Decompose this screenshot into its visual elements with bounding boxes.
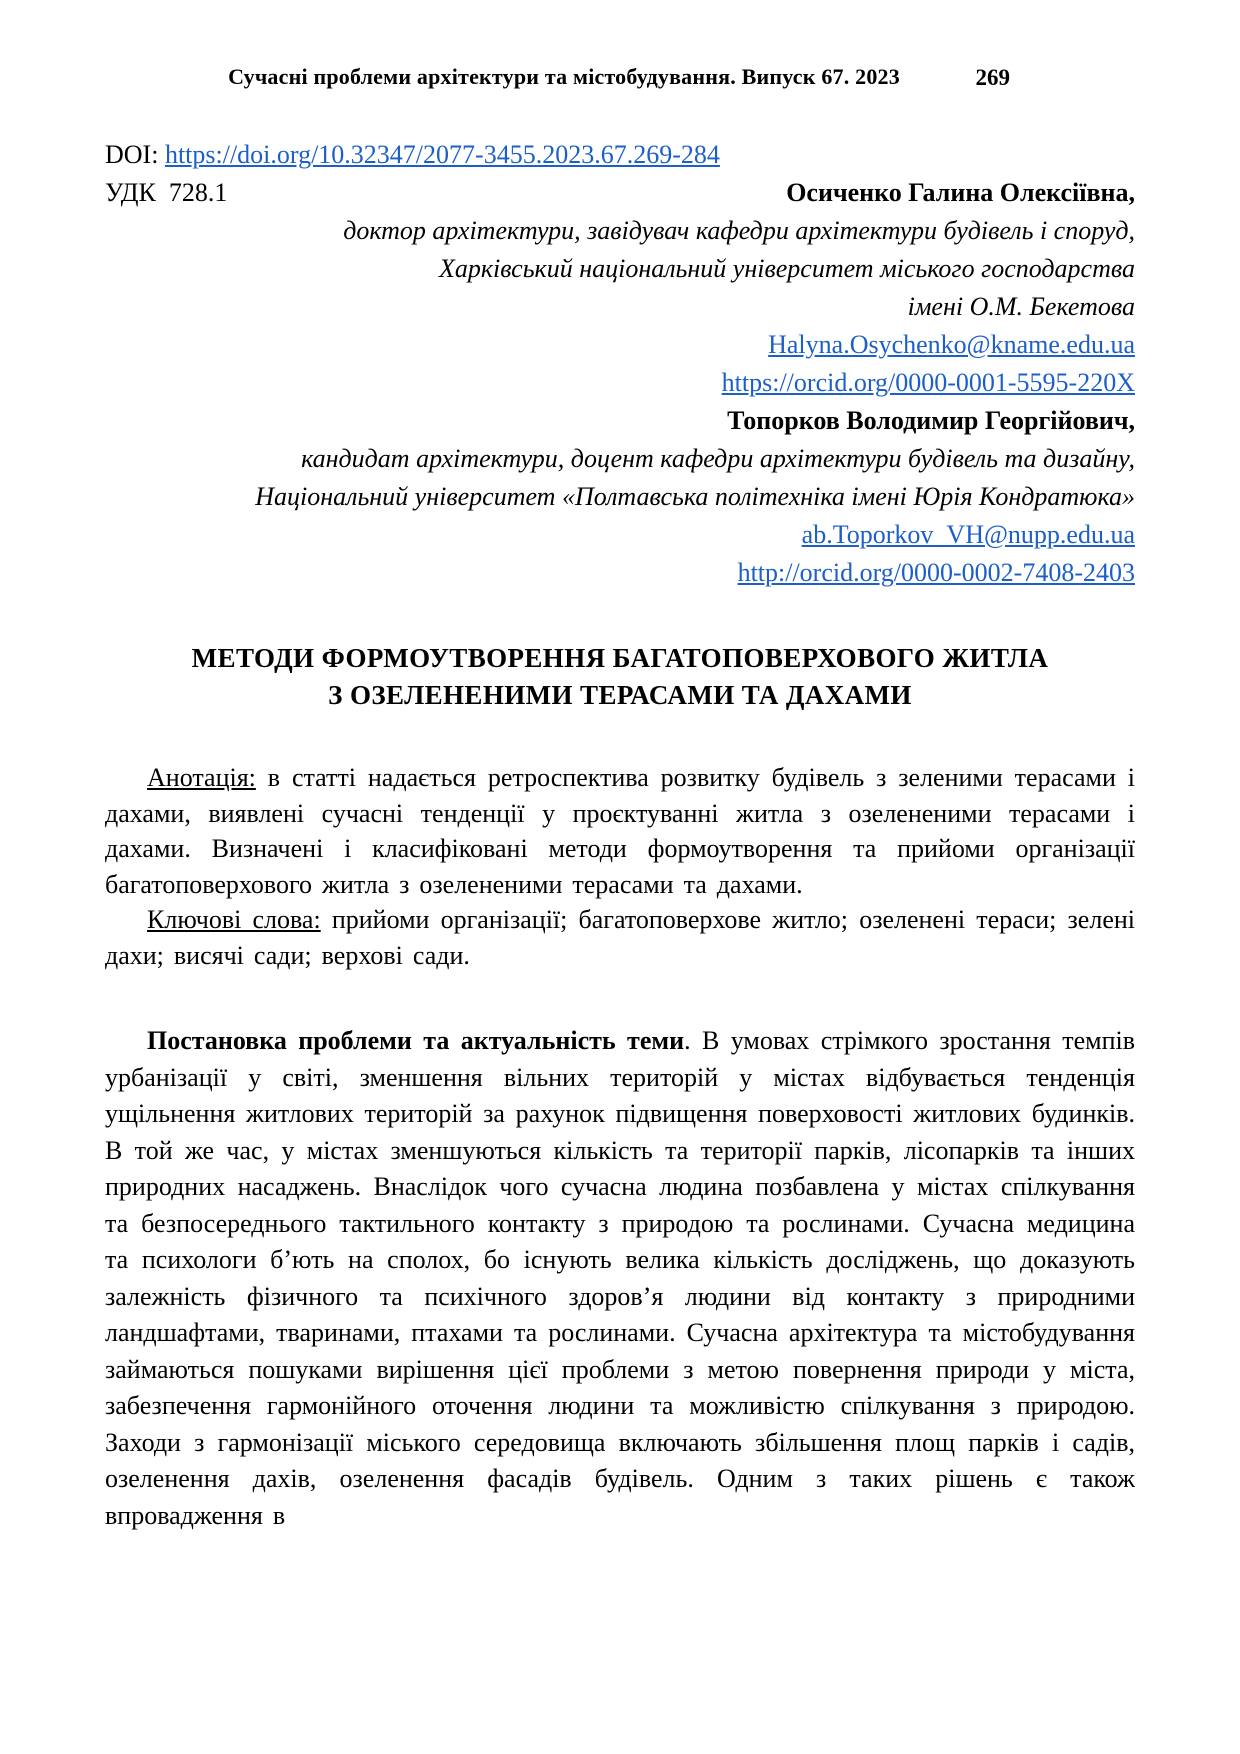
article-title-line-1: МЕТОДИ ФОРМОУТВОРЕННЯ БАГАТОПОВЕРХОВОГО ЖИТЛА xyxy=(191,643,1049,673)
author-2-orcid-row xyxy=(105,554,1135,592)
author-1-orcid-link[interactable]: https://orcid.org/0000-0001-5595-220X xyxy=(721,368,1135,397)
page-number: 269 xyxy=(975,65,1010,90)
article-title xyxy=(105,640,1135,714)
author-2-email-row xyxy=(105,516,1135,554)
body-text: . В умовах стрімкого зростання темпів урбанізації у світі, зменшення вільних територій у містах відбувається тенденція ущільнення житлових територій за рахунок підвищення поверховості житлових будинків. В той же час, у містах зменшуються кількість та території парків, лісопарків та інших природних насаджень. Внаслідок чого сучасна людина позбавлена у містах спілкування та безпосереднього тактильного контакту з природою та рослинами. Сучасна медицина та психологи б’ють на сполох, бо існують велика кількість досліджень, що доказують залежність фізичного та психічного здоров’я людини від контакту з природними ландшафтами, тваринами, птахами та рослинами. Сучасна архітектура та містобудування займаються пошуками вирішення цієї проблеми з метою повернення природи у міста, забезпечення гармонійного оточення людини та можливістю спілкування з природою. Заходи з гармонізації міського середовища включають збільшення площ парків і садів, озеленення дахів, озеленення фасадів будівель. Одним з таких рішень є також впровадження в xyxy=(105,1026,1135,1530)
author-1-affiliation-line: доктор архітектури, завідувач кафедри архітектури будівель і споруд, xyxy=(343,216,1135,245)
keywords-label: Ключові слова: xyxy=(147,905,321,934)
author-2-orcid-link[interactable]: http://orcid.org/0000-0002-7408-2403 xyxy=(737,558,1135,587)
abstract-paragraph xyxy=(105,760,1135,902)
abstract-block xyxy=(105,760,1135,973)
author-1-affiliation-line: імені О.М. Бекетова xyxy=(907,292,1135,321)
author-2-email-link[interactable]: ab.Toporkov_VH@nupp.edu.ua xyxy=(801,520,1135,549)
keywords-paragraph xyxy=(105,902,1135,973)
author-2-affiliation-line: кандидат архітектури, доцент кафедри архітектури будівель та дизайну, xyxy=(301,444,1135,473)
article-title-line-2: З ОЗЕЛЕНЕНИМИ ТЕРАСАМИ ТА ДАХАМИ xyxy=(328,680,912,710)
author-2-name: Топорков Володимир Георгійович, xyxy=(727,406,1135,435)
running-header xyxy=(105,62,1135,94)
author-1-email-row xyxy=(105,326,1135,364)
meta-block xyxy=(105,136,1135,592)
author-1-email-link[interactable]: Halyna.Osychenko@kname.edu.ua xyxy=(768,330,1135,359)
abstract-text: в статті надається ретроспектива розвитку будівель з зеленими терасами і дахами, виявлені сучасні тенденції у проєктуванні житла з озелененими терасами і дахами. Визначені і класифіковані методи формоутворення та прийоми організації багатоповерхового житла з озелененими терасами та дахами. xyxy=(105,763,1135,899)
udc-row xyxy=(105,174,1135,212)
section-label: Постановка проблеми та актуальність теми xyxy=(147,1026,685,1055)
doi-link[interactable]: https://doi.org/10.32347/2077-3455.2023.67.269-284 xyxy=(164,140,720,169)
doi-row xyxy=(105,136,1135,174)
author-1-affiliation-line: Харківський національний університет міського господарства xyxy=(438,254,1135,283)
body-paragraph xyxy=(105,1023,1135,1534)
keywords-text: прийоми організації; багатоповерхове житло; озеленені тераси; зелені дахи; висячі сади; верхові сади. xyxy=(105,905,1135,970)
author-1-name: Осиченко Галина Олексіївна, xyxy=(786,178,1135,207)
doi-label: DOI: xyxy=(105,140,165,169)
udc-code: УДК 728.1 xyxy=(105,178,228,207)
author-2-affiliation-line: Національний університет «Полтавська політехніка імені Юрія Кондратюка» xyxy=(255,482,1135,511)
author-1-orcid-row xyxy=(105,364,1135,402)
journal-header-title: Сучасні проблеми архітектури та містобудування. Випуск 67. 2023 xyxy=(228,64,900,89)
abstract-label: Анотація: xyxy=(147,763,256,792)
body-block xyxy=(105,1023,1135,1534)
